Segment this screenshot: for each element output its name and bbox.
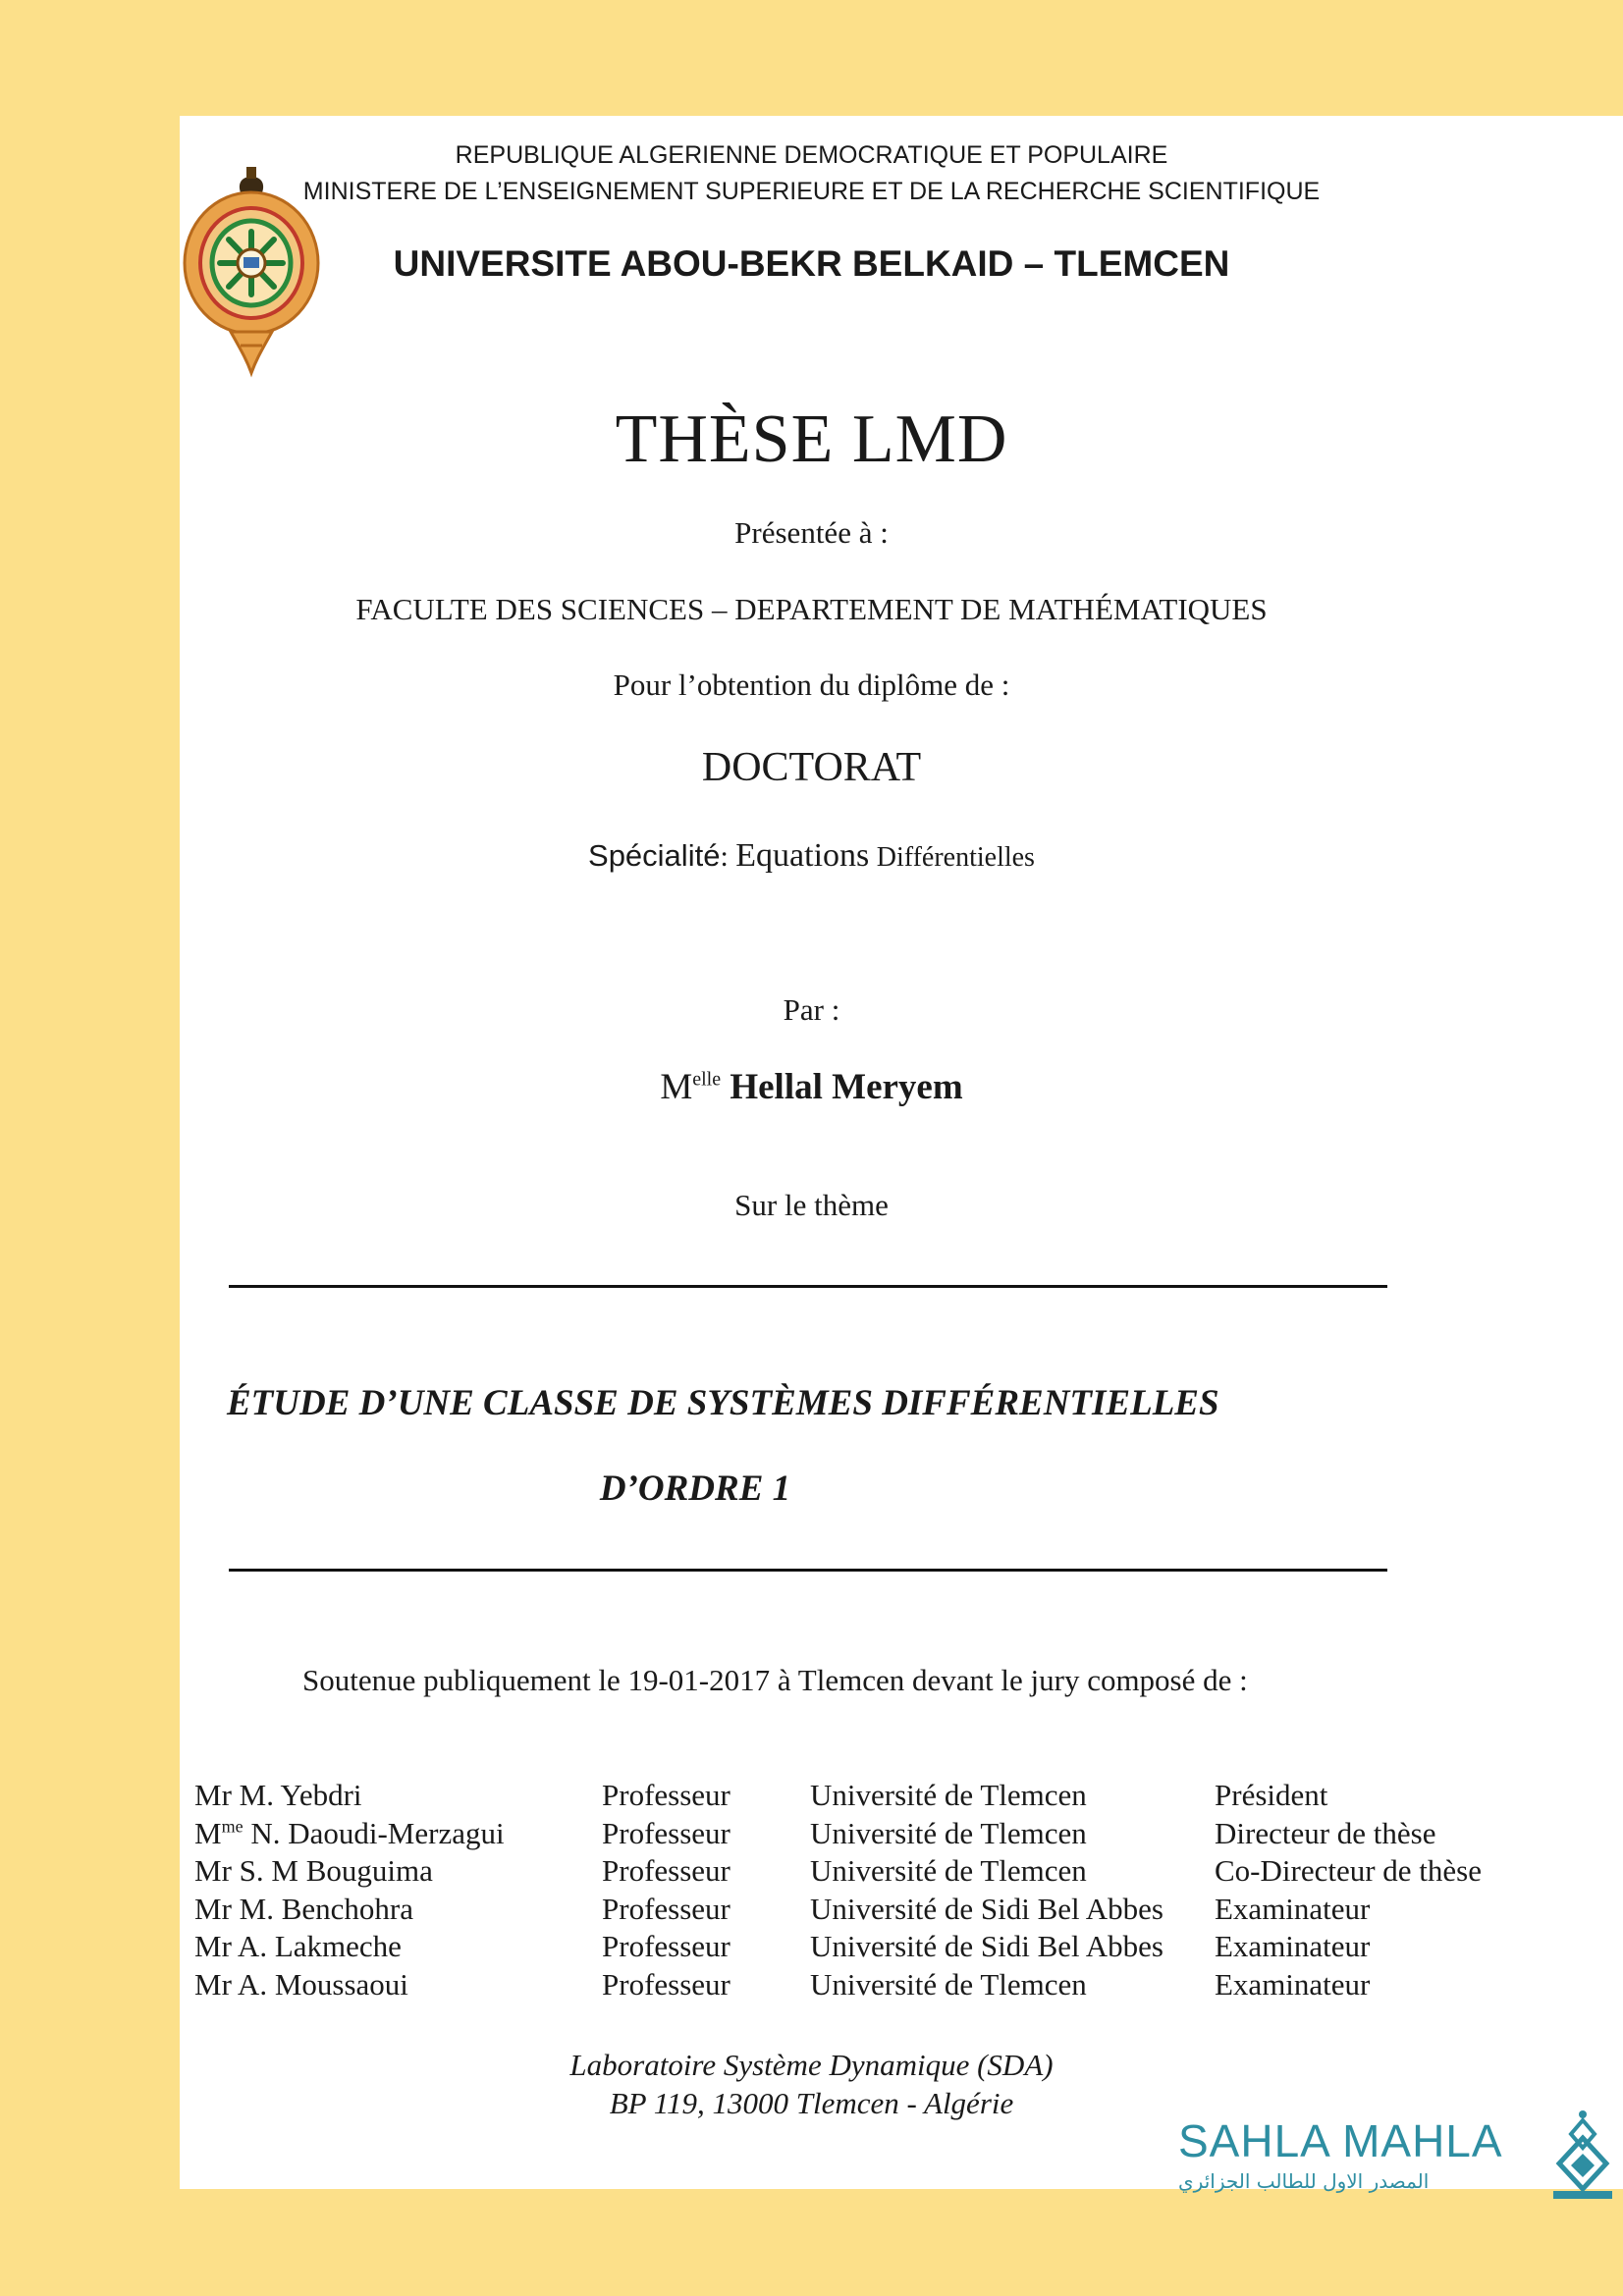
- thesis-title: THÈSE LMD: [615, 401, 1008, 477]
- divider-top: [229, 1285, 1387, 1288]
- jury-role: Examinateur: [1215, 1966, 1371, 2002]
- jury-row: [194, 1815, 1608, 1853]
- laboratory-name: Laboratoire Système Dynamique (SDA): [569, 2048, 1054, 2082]
- jury-role: Examinateur: [1215, 1929, 1371, 1963]
- jury-institution: Université de Sidi Bel Abbes: [810, 1929, 1163, 1963]
- author-title-prefix: M: [660, 1067, 693, 1107]
- defense-statement: Soutenue publiquement le 19-01-2017 à Tlemcen devant le jury composé de :: [302, 1663, 1248, 1697]
- jury-row: [194, 1777, 1608, 1815]
- diploma-label: Pour l’obtention du diplôme de :: [613, 667, 1010, 702]
- jury-institution: Université de Tlemcen: [810, 1778, 1087, 1812]
- jury-name-prefix: M: [194, 1815, 222, 1850]
- jury-row: [194, 1891, 1608, 1929]
- jury-institution: Université de Tlemcen: [810, 1853, 1087, 1888]
- jury-institution: Université de Sidi Bel Abbes: [810, 1891, 1163, 1926]
- presented-to-label: Présentée à :: [734, 515, 889, 550]
- by-label: Par :: [783, 992, 840, 1027]
- speciality-label: Spécialité: [588, 838, 721, 873]
- speciality-word1: Equations: [735, 837, 870, 874]
- author-line: [180, 1066, 1443, 1108]
- author-name: Hellal Meryem: [730, 1067, 963, 1107]
- jury-row: [194, 1852, 1608, 1891]
- faculty-department: FACULTE DES SCIENCES – DEPARTEMENT DE MATHÉMATIQUES: [355, 592, 1268, 626]
- watermark-brand: SAHLA MAHLA: [1178, 2115, 1503, 2166]
- jury-table: [194, 1777, 1608, 2003]
- sahla-mahla-watermark: [1178, 2114, 1620, 2203]
- jury-role: Examinateur: [1215, 1891, 1371, 1926]
- jury-institution: Université de Tlemcen: [810, 1966, 1087, 2002]
- watermark-emblem-icon: [1543, 2109, 1622, 2201]
- author-title-sup: elle: [692, 1068, 722, 1091]
- jury-row: [194, 1966, 1608, 2004]
- jury-name: [194, 1815, 602, 1853]
- divider-bottom: [229, 1569, 1387, 1572]
- university-name: UNIVERSITE ABOU-BEKR BELKAID – TLEMCEN: [393, 243, 1230, 284]
- jury-rank: Professeur: [602, 1815, 730, 1850]
- jury-institution: Université de Tlemcen: [810, 1815, 1087, 1850]
- jury-name: Mr A. Moussaoui: [194, 1966, 408, 2002]
- jury-row: [194, 1928, 1608, 1966]
- jury-role: Co-Directeur de thèse: [1215, 1853, 1482, 1888]
- laboratory-address: BP 119, 13000 Tlemcen - Algérie: [609, 2086, 1014, 2120]
- jury-rank: Professeur: [602, 1929, 730, 1963]
- jury-rank: Professeur: [602, 1778, 730, 1812]
- jury-name: Mr S. M Bouguima: [194, 1853, 433, 1888]
- jury-name-text: N. Daoudi-Merzagui: [243, 1815, 505, 1850]
- watermark-tagline: المصدر الاول للطالب الجزائري: [1178, 2169, 1430, 2193]
- speciality-line: [180, 837, 1443, 875]
- speciality-colon: :: [720, 840, 736, 873]
- republic-heading: REPUBLIQUE ALGERIENNE DEMOCRATIQUE ET POPULAIRE: [455, 141, 1168, 169]
- jury-name: Mr M. Yebdri: [194, 1778, 362, 1812]
- diploma-name: DOCTORAT: [701, 745, 922, 790]
- jury-name: Mr A. Lakmeche: [194, 1929, 402, 1963]
- document-page: [180, 116, 1623, 2189]
- theme-label: Sur le thème: [734, 1188, 889, 1222]
- thesis-topic-line2: D’ORDRE 1: [599, 1468, 791, 1509]
- thesis-topic-line1: ÉTUDE D’UNE CLASSE DE SYSTÈMES DIFFÉRENTIELLES: [227, 1383, 1219, 1423]
- jury-rank: Professeur: [602, 1853, 730, 1888]
- jury-role: Président: [1215, 1778, 1328, 1812]
- jury-rank: Professeur: [602, 1891, 730, 1926]
- jury-role: Directeur de thèse: [1215, 1815, 1436, 1850]
- jury-name: Mr M. Benchohra: [194, 1891, 413, 1926]
- ministry-heading: MINISTERE DE L’ENSEIGNEMENT SUPERIEURE ET DE LA RECHERCHE SCIENTIFIQUE: [302, 178, 1321, 205]
- jury-rank: Professeur: [602, 1966, 730, 2002]
- jury-name-sup: me: [221, 1816, 243, 1837]
- speciality-word2: Différentielles: [876, 842, 1035, 873]
